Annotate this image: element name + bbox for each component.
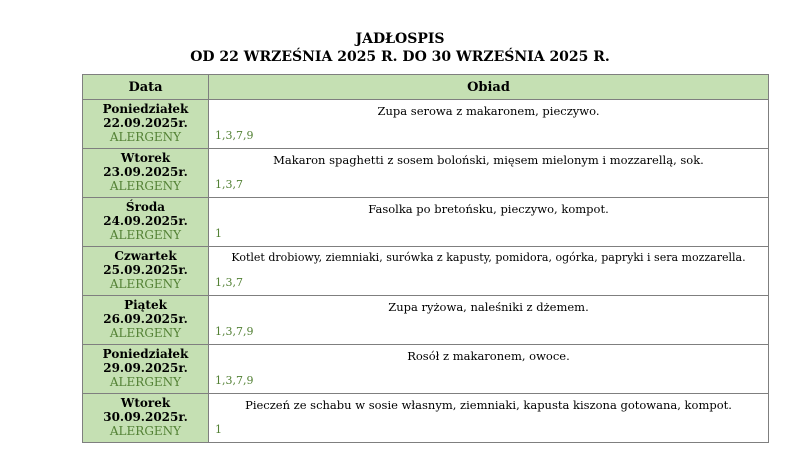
date-value: 29.09.2025r. bbox=[103, 361, 188, 375]
allergen-label: ALERGENY bbox=[109, 179, 182, 193]
dish-text: Fasolka po bretońsku, pieczywo, kompot. bbox=[368, 202, 609, 216]
allergen-codes: 1,3,7 bbox=[215, 276, 243, 289]
table-row bbox=[83, 100, 769, 149]
dish-cell bbox=[209, 247, 769, 296]
date-cell bbox=[83, 100, 209, 149]
date-cell bbox=[83, 394, 209, 443]
date-cell bbox=[83, 247, 209, 296]
allergen-label: ALERGENY bbox=[109, 375, 182, 389]
dish-cell bbox=[209, 345, 769, 394]
date-cell bbox=[83, 198, 209, 247]
page-subtitle: OD 22 WRZEŚNIA 2025 R. DO 30 WRZEŚNIA 2025 R. bbox=[190, 49, 610, 65]
allergen-codes: 1,3,7,9 bbox=[215, 129, 254, 142]
date-cell bbox=[83, 345, 209, 394]
date-value: 25.09.2025r. bbox=[103, 263, 188, 277]
date-cell bbox=[83, 296, 209, 345]
dish-text: Zupa serowa z makaronem, pieczywo. bbox=[377, 104, 600, 118]
date-cell bbox=[83, 149, 209, 198]
dish-cell bbox=[209, 198, 769, 247]
allergen-label: ALERGENY bbox=[109, 228, 182, 242]
allergen-codes: 1,3,7,9 bbox=[215, 374, 254, 387]
dish-text: Makaron spaghetti z sosem boloński, mięsem mielonym i mozzarellą, sok. bbox=[273, 153, 704, 167]
date-value: 22.09.2025r. bbox=[103, 116, 188, 130]
table-row bbox=[83, 149, 769, 198]
table-row bbox=[83, 296, 769, 345]
column-header-obiad: Obiad bbox=[209, 75, 769, 100]
day-name: Piątek bbox=[124, 298, 167, 312]
allergen-label: ALERGENY bbox=[109, 326, 182, 340]
day-name: Poniedziałek bbox=[102, 102, 189, 116]
dish-text: Rosół z makaronem, owoce. bbox=[407, 349, 570, 363]
dish-text: Kotlet drobiowy, ziemniaki, surówka z kapusty, pomidora, ogórka, papryki i sera mozzarella. bbox=[231, 251, 746, 264]
date-value: 30.09.2025r. bbox=[103, 410, 188, 424]
table-header-row bbox=[83, 75, 769, 100]
dish-cell bbox=[209, 394, 769, 443]
day-name: Wtorek bbox=[120, 151, 171, 165]
dish-text: Pieczeń ze schabu w sosie własnym, ziemniaki, kapusta kiszona gotowana, kompot. bbox=[245, 398, 732, 412]
table-row bbox=[83, 198, 769, 247]
page-title: JADŁOSPIS bbox=[355, 31, 445, 47]
column-header-date: Data bbox=[83, 75, 209, 100]
dish-cell bbox=[209, 296, 769, 345]
allergen-codes: 1 bbox=[215, 227, 222, 240]
day-name: Poniedziałek bbox=[102, 347, 189, 361]
table-row bbox=[83, 394, 769, 443]
date-value: 26.09.2025r. bbox=[103, 312, 188, 326]
day-name: Czwartek bbox=[114, 249, 177, 263]
day-name: Wtorek bbox=[120, 396, 171, 410]
allergen-label: ALERGENY bbox=[109, 130, 182, 144]
allergen-label: ALERGENY bbox=[109, 277, 182, 291]
date-value: 24.09.2025r. bbox=[103, 214, 188, 228]
allergen-codes: 1 bbox=[215, 423, 222, 436]
dish-cell bbox=[209, 149, 769, 198]
allergen-label: ALERGENY bbox=[109, 424, 182, 438]
table-row bbox=[83, 247, 769, 296]
dish-cell bbox=[209, 100, 769, 149]
day-name: Środa bbox=[125, 200, 166, 214]
allergen-codes: 1,3,7 bbox=[215, 178, 243, 191]
table-row bbox=[83, 345, 769, 394]
dish-text: Zupa ryżowa, naleśniki z dżemem. bbox=[388, 300, 589, 314]
date-value: 23.09.2025r. bbox=[103, 165, 188, 179]
allergen-codes: 1,3,7,9 bbox=[215, 325, 254, 338]
menu-table bbox=[82, 74, 769, 443]
